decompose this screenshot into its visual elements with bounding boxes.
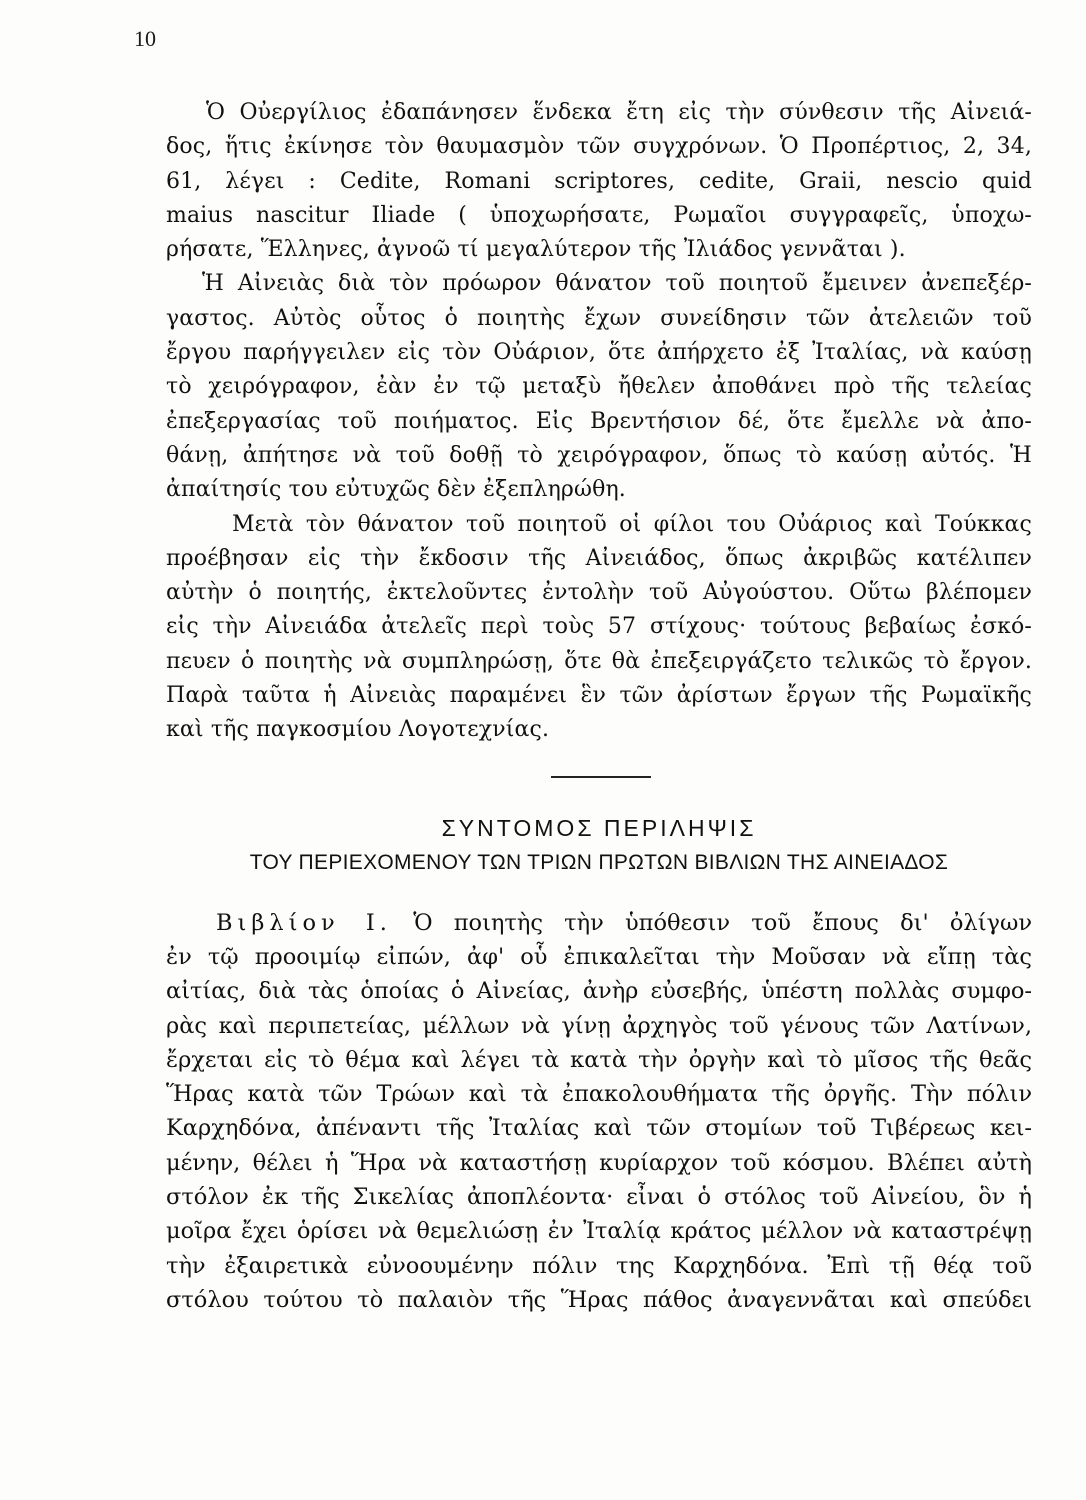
text-line: ἀπαίτησίς του εὐτυχῶς δὲν ἐξεπληρώθη. (166, 477, 626, 503)
paragraph-composition (166, 96, 1032, 267)
text-line: Ἥρας κατὰ τῶν Τρώων καὶ τὰ ἐπακολουθήματα τῆς ὀργῆς. Τὴν πόλιν (166, 1081, 1032, 1108)
text-line: αἰτίας, διὰ τὰς ὁποίας ὁ Αἰνείας, ἀνὴρ εὐσεβής, ὑπέστη πολλὰς συμφο- (166, 978, 1032, 1005)
text-line: δος, ἥτις ἐκίνησε τὸν θαυμασμὸν τῶν συγχρόνων. Ὁ Προπέρτιος, 2, 34, (166, 134, 1032, 160)
intro-section (166, 96, 1032, 748)
summary-subheading: ΤΟΥ ΠΕΡΙΕΧΟΜΕΝΟΥ ΤΩΝ ΤΡΙΩΝ ΠΡΩΤΩΝ ΒΙΒΛΙΩΝ ΤΗΣ ΑΙΝΕΙΑΔΟΣ (249, 850, 949, 874)
text-line: καὶ τῆς παγκοσμίου Λογοτεχνίας. (166, 717, 550, 743)
section-divider (166, 748, 1032, 806)
paragraph-unfinished (166, 267, 1032, 507)
paragraph-publication (166, 508, 1032, 748)
text-line: πευεν ὁ ποιητὴς νὰ συμπληρώσῃ, ὅτε θὰ ἐπεξειργάζετο τελικῶς τὸ ἔργον. (166, 648, 1032, 674)
summary-heading: ΣΥΝΤΟΜΟΣ ΠΕΡΙΛΗΨΙΣ (441, 814, 757, 841)
text-line: τὴν ἐξαιρετικὰ εὐνοουμένην πόλιν της Καρχηδόνα. Ἐπὶ τῇ θέᾳ τοῦ (166, 1252, 1032, 1279)
text-line: εἰς τὴν Αἰνειάδα ἀτελεῖς περὶ τοὺς 57 στίχους· τούτους βεβαίως ἐσκό- (166, 614, 1032, 640)
text-line: ἔργου παρήγγειλεν εἰς τὸν Οὐάριον, ὅτε ἀπήρχετο ἐξ Ἰταλίας, νὰ καύσῃ (166, 340, 1032, 366)
text-line: Παρὰ ταῦτα ἡ Αἰνειὰς παραμένει ἓν τῶν ἀρίστων ἔργων τῆς Ρωμαϊκῆς (166, 683, 1032, 709)
text-line: στόλου τούτου τὸ παλαιὸν τῆς Ἥρας πάθος ἀναγεννᾶται καὶ σπεύδει (166, 1286, 1032, 1313)
text-line: προέβησαν εἰς τὴν ἔκδοσιν τῆς Αἰνειάδος, ὅπως ἀκριβῶς κατέλιπεν (166, 545, 1032, 571)
text-line: μοῖρα ἔχει ὁρίσει νὰ θεμελιώσῃ ἐν Ἰταλίᾳ κράτος μέλλον νὰ καταστρέψῃ (166, 1218, 1032, 1245)
page-number: 10 (134, 26, 156, 51)
book-label: Βιβλίον Ι. (216, 909, 392, 936)
text-line: μένην, θέλει ἡ Ἥρα νὰ καταστήσῃ κυρίαρχον τοῦ κόσμου. Βλέπει αὐτὴ (166, 1149, 1032, 1176)
text-line: maius nascitur Iliade ( ὑποχωρήσατε, Ρωμαῖοι συγγραφεῖς, ὑποχω- (166, 202, 1032, 228)
text-line: γαστος. Αὐτὸς οὗτος ὁ ποιητὴς ἔχων συνείδησιν τῶν ἀτελειῶν τοῦ (166, 305, 1032, 331)
text-line: ἔρχεται εἰς τὸ θέμα καὶ λέγει τὰ κατὰ τὴν ὀργὴν καὶ τὸ μῖσος τῆς θεᾶς (166, 1046, 1032, 1073)
text-line: ρὰς καὶ περιπετείας, μέλλων νὰ γίνῃ ἀρχηγὸς τοῦ γένους τῶν Λατίνων, (166, 1012, 1032, 1039)
text-line: ἐπεξεργασίας τοῦ ποιήματος. Εἰς Βρεντήσιον δέ, ὅτε ἔμελλε νὰ ἀπο- (166, 408, 1032, 434)
text-line: ρήσατε, Ἕλληνες, ἀγνοῶ τί μεγαλύτερον τῆς Ἰλιάδος γεννᾶται ). (166, 237, 906, 263)
text-line (166, 906, 1032, 940)
text-line: Ὁ Οὐεργίλιος ἐδαπάνησεν ἕνδεκα ἔτη εἰς τὴν σύνθεσιν τῆς Αἰνειά- (206, 100, 1032, 125)
text-line: τὸ χειρόγραφον, ἐὰν ἐν τῷ μεταξὺ ἤθελεν ἀποθάνει πρὸ τῆς τελείας (166, 374, 1032, 400)
text-line: Ἡ Αἰνειὰς διὰ τὸν πρόωρον θάνατον τοῦ ποιητοῦ ἔμεινεν ἀνεπεξέρ- (202, 271, 1032, 297)
book-one-section (166, 906, 1032, 1318)
text-line: αὐτὴν ὁ ποιητής, ἐκτελοῦντες ἐντολὴν τοῦ Αὐγούστου. Οὕτω βλέπομεν (166, 580, 1032, 606)
divider-rule (551, 776, 651, 778)
text-line: ἐν τῷ προοιμίῳ εἰπών, ἀφ' οὗ ἐπικαλεῖται τὴν Μοῦσαν νὰ εἴπῃ τὰς (166, 943, 1032, 970)
text-line: θάνῃ, ἀπήτησε νὰ τοῦ δοθῇ τὸ χειρόγραφον, ὅπως τὸ καύσῃ αὐτός. Ἡ (166, 442, 1032, 468)
book-one-intro: Ὁ ποιητὴς τὴν ὑπόθεσιν τοῦ ἔπους δι' ὀλίγων (413, 909, 1032, 936)
text-line: Καρχηδόνα, ἀπέναντι τῆς Ἰταλίας καὶ τῶν στομίων τοῦ Τιβέρεως κει- (166, 1115, 1032, 1142)
spacer (166, 880, 1032, 906)
text-line: Μετὰ τὸν θάνατον τοῦ ποιητοῦ οἱ φίλοι του Οὐάριος καὶ Τούκκας (232, 511, 1032, 537)
text-line: 61, λέγει : Cedite, Romani scriptores, cedite, Graii, nescio quid (166, 168, 1032, 194)
page-body (166, 96, 1032, 1317)
text-line: στόλον ἐκ τῆς Σικελίας ἀποπλέοντα· εἶναι ὁ στόλος τοῦ Αἰνείου, ὃν ἡ (166, 1184, 1032, 1211)
